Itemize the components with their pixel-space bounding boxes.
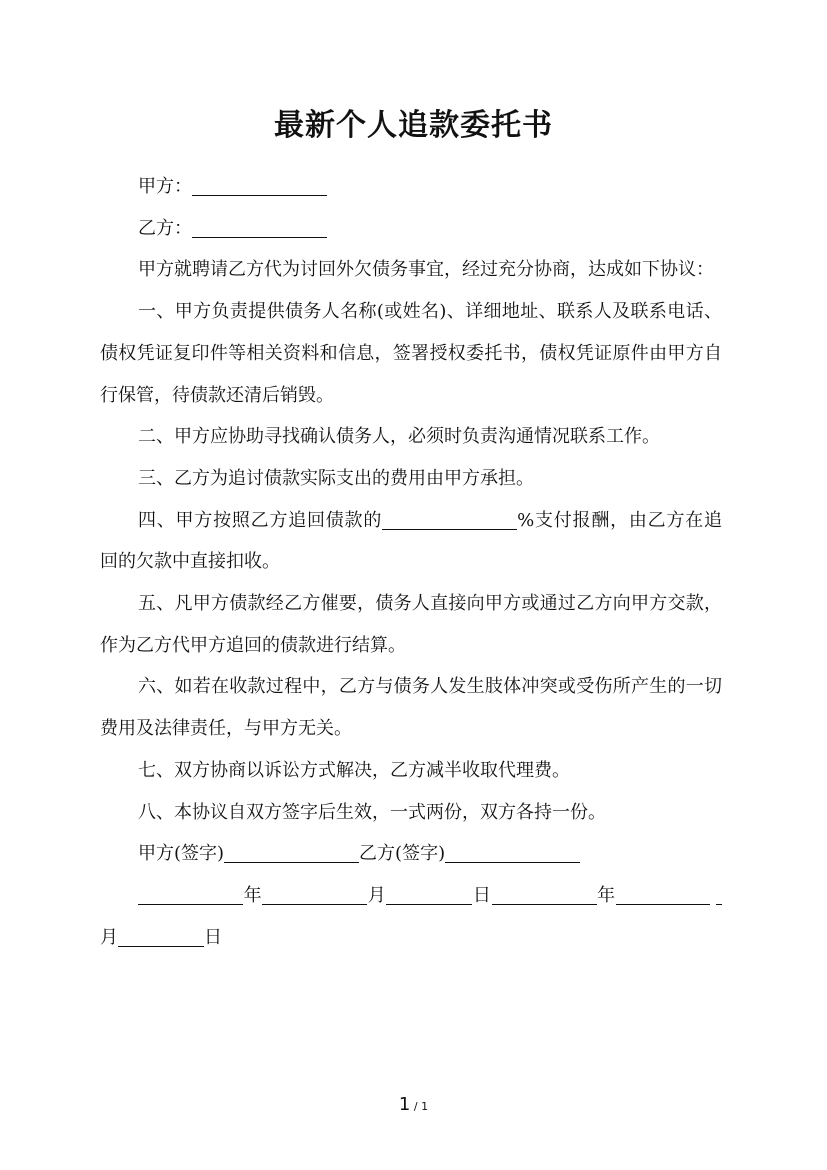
sign-b-blank [445,842,580,863]
clause-6: 六、如若在收款过程中，乙方与债务人发生肢体冲突或受伤所产生的一切费用及法律责任，与甲方无关。 [100,676,722,740]
year-a-blank [138,884,243,905]
clause-2: 二、甲方应协助寻找确认债务人，必须时负责沟通情况联系工作。 [138,426,660,448]
party-b-label: 乙方： [138,217,192,239]
clause-7: 七、双方协商以诉讼方式解决，乙方减半收取代理费。 [138,759,570,781]
clause-4 [100,500,722,583]
clause-1: 一、甲方负责提供债务人名称(或姓名)、详细地址、联系人及联系电话、债权凭证复印件等相关资料和信息，签署授权委托书，债权凭证原件由甲方自行保管，待债款还清后销毁。 [100,301,722,406]
document-title: 最新个人追款委托书 [274,108,553,143]
month-a-blank [262,884,367,905]
clause-4-prefix: 四、甲方按照乙方追回债款的 [138,509,383,531]
day-b-blank [118,926,204,947]
clause-3: 三、乙方为追讨债款实际支出的费用由甲方承担。 [138,467,534,489]
party-a-line [100,166,722,208]
sign-a-blank [224,842,359,863]
intro-paragraph: 甲方就聘请乙方代为讨回外欠债务事宜，经过充分协商，达成如下协议： [138,259,714,281]
document-body [100,166,722,958]
sign-a-label: 甲方(签字) [138,843,225,865]
clause-8: 八、本协议自双方签字后生效，一式两份，双方各持一份。 [138,801,606,823]
year-b-label: 年 [596,884,616,906]
total-pages: / 1 [410,1100,429,1113]
day-a-label: 日 [472,884,492,906]
day-b-label: 日 [204,926,222,948]
party-a-label: 甲方： [138,176,192,197]
page-number [0,1094,827,1115]
month-b-label: 月 [100,926,118,948]
signature-line [100,833,722,875]
year-a-label: 年 [243,884,263,906]
month-b-blank-end [716,884,722,905]
party-a-blank [192,175,327,196]
party-b-blank [192,217,327,238]
party-b-line [100,208,722,250]
current-page: 1 [398,1094,411,1115]
clause-4-suffix: %支付报酬，由乙方在追回的欠款中直接扣收。 [100,509,723,573]
clause-5: 五、凡甲方债款经乙方催要，债务人直接向甲方或通过乙方向甲方交款，作为乙方代甲方追回的债款进行结算。 [100,593,722,656]
month-a-label: 月 [367,884,387,906]
year-b-blank [492,884,597,905]
percentage-blank [382,509,517,530]
date-line [100,875,722,958]
sign-b-label: 乙方(签字) [359,843,446,865]
month-b-blank-start [616,884,710,905]
day-a-blank [386,884,472,905]
